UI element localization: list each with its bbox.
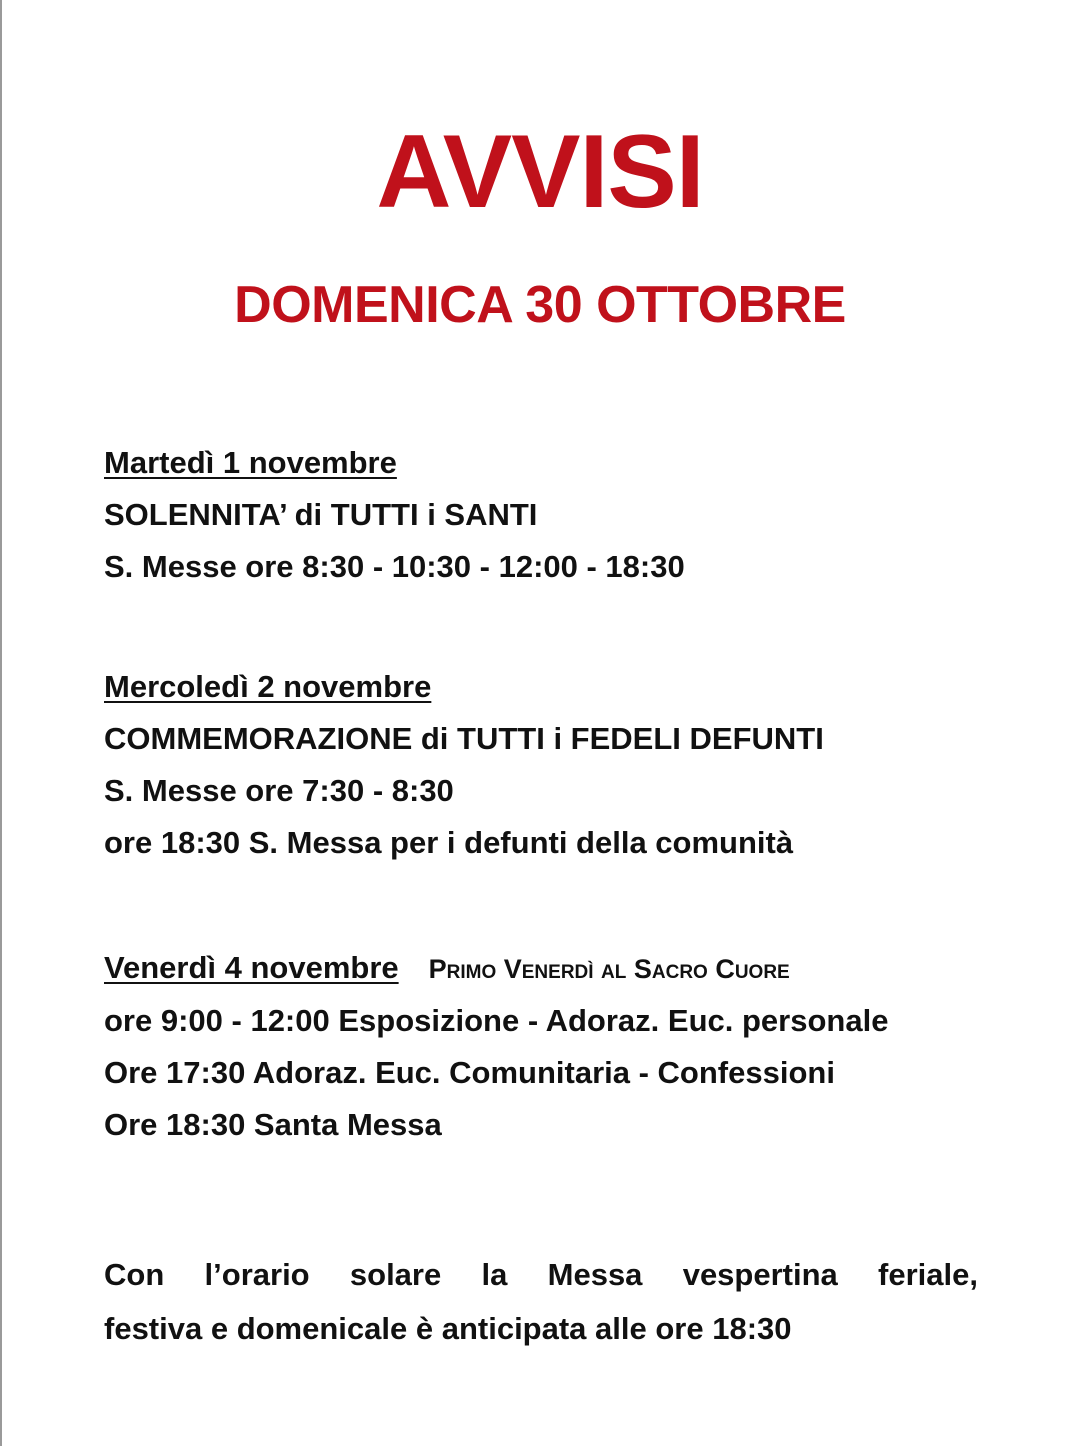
section-line: S. Messe ore 8:30 - 10:30 - 12:00 - 18:30 [104, 549, 685, 584]
section-line: SOLENNITA’ di TUTTI i SANTI [104, 497, 538, 532]
section-heading: Venerdì 4 novembre [104, 950, 399, 985]
section-heading-extra: Primo Venerdì al Sacro Cuore [428, 954, 790, 984]
section-venerdi [104, 942, 984, 1151]
page-title: AVVISI [376, 114, 704, 230]
section-heading-row [104, 942, 984, 995]
section-heading: Mercoledì 2 novembre [104, 669, 432, 704]
page-subtitle: DOMENICA 30 OTTOBRE [234, 276, 846, 334]
section-line: Ore 17:30 Adoraz. Euc. Comunitaria - Confessioni [104, 1055, 835, 1090]
section-line: Ore 18:30 Santa Messa [104, 1107, 442, 1142]
closing-note [104, 1248, 978, 1356]
section-mercoledi [104, 661, 984, 869]
section-martedi [104, 437, 984, 593]
section-line: COMMEMORAZIONE di TUTTI i FEDELI DEFUNTI [104, 721, 824, 756]
section-line: ore 18:30 S. Messa per i defunti della comunità [104, 825, 794, 860]
note-line: festiva e domenicale è anticipata alle ore 18:30 [104, 1311, 792, 1346]
section-heading: Martedì 1 novembre [104, 445, 397, 480]
section-line: S. Messe ore 7:30 - 8:30 [104, 773, 454, 808]
note-line: Con l’orario solare la Messa vespertina feriale, [104, 1257, 978, 1292]
section-line: ore 9:00 - 12:00 Esposizione - Adoraz. Euc. personale [104, 1003, 889, 1038]
